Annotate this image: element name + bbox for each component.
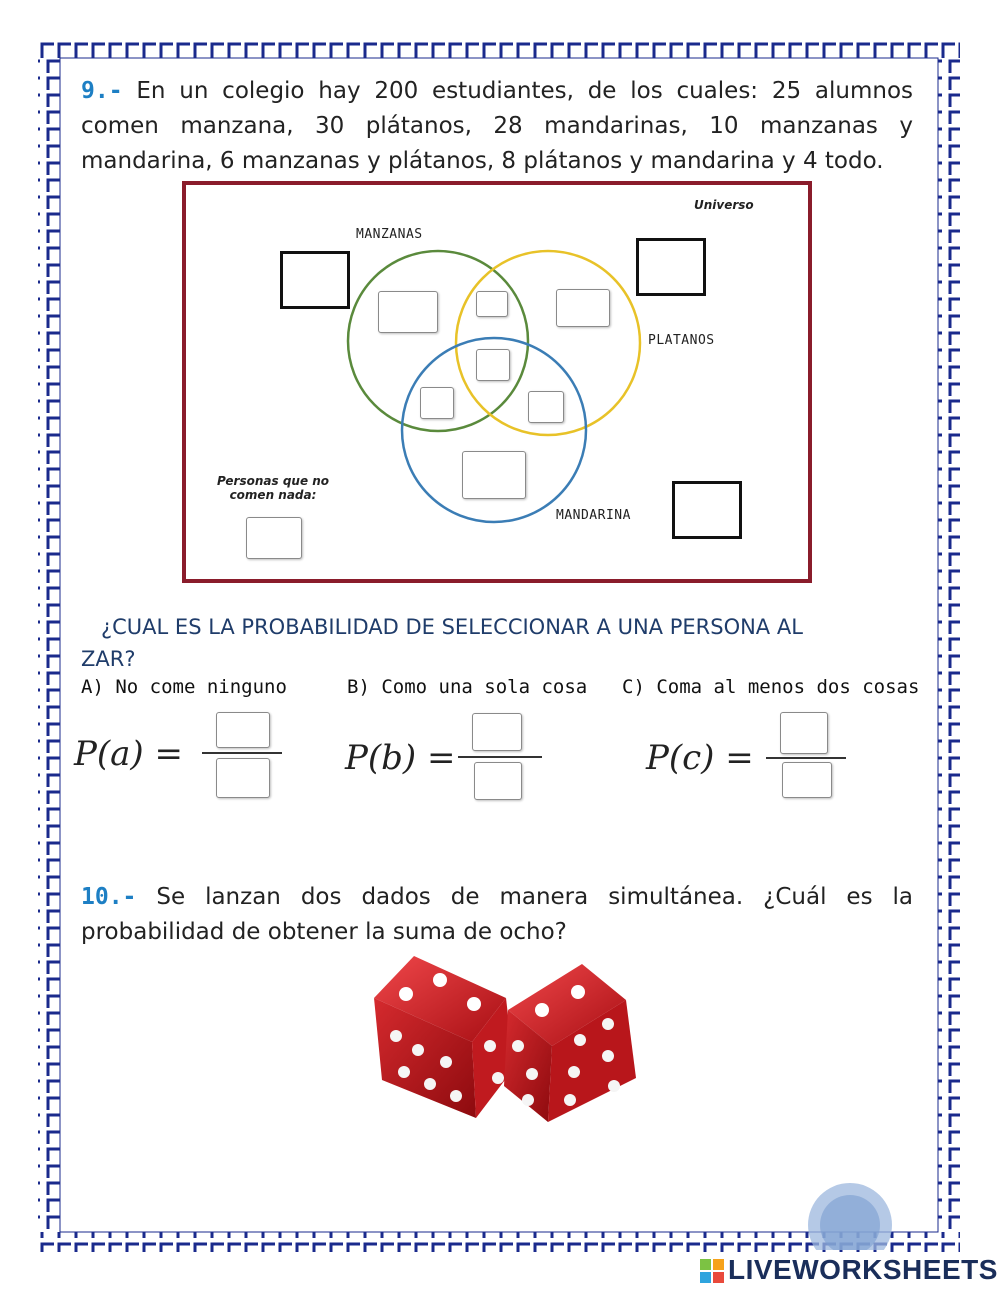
option-b: B) Como una sola cosa xyxy=(347,676,588,698)
formula-b-denominator-box[interactable] xyxy=(474,762,522,800)
question-9-number: 9.- xyxy=(81,78,123,104)
formula-a: P(a) = xyxy=(74,734,183,774)
formula-c-fraction-bar xyxy=(766,757,846,759)
liveworksheets-logo-icon xyxy=(700,1259,724,1283)
probability-question-line2: ZAR? xyxy=(81,647,136,671)
probability-question-line1: ¿CUAL ES LA PROBABILIDAD DE SELECCIONAR A UNA PERSONA AL xyxy=(101,615,803,639)
answer-box-only-platanos[interactable] xyxy=(556,289,610,327)
formula-c-denominator-box[interactable] xyxy=(782,762,832,798)
formula-c: P(c) = xyxy=(646,738,754,778)
question-9-text: En un colegio hay 200 estudiantes, de los cuales: 25 alumnos comen manzana, 30 plátanos, 28 mandarinas, 10 manzanas y mandarina, 6 manzanas y plátanos, 8 plátanos y mandarina y 4 todo. xyxy=(81,78,913,174)
none-label xyxy=(208,474,338,502)
question-10 xyxy=(81,880,913,950)
manzanas-label: MANZANAS xyxy=(356,227,423,242)
dice-image xyxy=(356,950,646,1130)
formula-b: P(b) = xyxy=(345,738,456,778)
answer-box-only-mandarina[interactable] xyxy=(462,451,526,499)
formula-a-numerator-box[interactable] xyxy=(216,712,270,748)
answer-box-only-manzanas[interactable] xyxy=(378,291,438,333)
venn-diagram xyxy=(182,181,812,583)
answer-box-platanos-mandarina[interactable] xyxy=(528,391,564,423)
liveworksheets-brand: LIVEWORKSHEETS xyxy=(728,1254,998,1285)
answer-box-only-mandarina-total[interactable] xyxy=(672,481,742,539)
question-10-text: Se lanzan dos dados de manera simultánea. ¿Cuál es la probabilidad de obtener la suma de ocho? xyxy=(81,884,914,945)
universe-label: Universo xyxy=(694,198,754,212)
formula-a-fraction-bar xyxy=(202,752,282,754)
formula-a-denominator-box[interactable] xyxy=(216,758,270,798)
platanos-label: PLATANOS xyxy=(648,333,715,348)
probability-question xyxy=(81,611,913,675)
answer-box-only-platanos-total[interactable] xyxy=(636,238,706,296)
none-label-line2: comen nada: xyxy=(229,488,317,502)
formula-c-numerator-box[interactable] xyxy=(780,712,828,754)
decorative-disc xyxy=(805,1180,895,1250)
formula-b-fraction-bar xyxy=(458,756,542,758)
die-left xyxy=(374,956,514,1118)
mandarina-label: MANDARINA xyxy=(556,508,631,523)
answer-box-all-three[interactable] xyxy=(476,349,510,381)
formula-b-numerator-box[interactable] xyxy=(472,713,522,751)
question-10-number: 10.- xyxy=(81,884,137,910)
question-9 xyxy=(81,74,913,179)
option-a: A) No come ninguno xyxy=(81,676,287,698)
die-right xyxy=(504,964,636,1122)
answer-box-none[interactable] xyxy=(246,517,302,559)
none-label-line1: Personas que no xyxy=(216,474,330,488)
answer-box-only-manzanas-total[interactable] xyxy=(280,251,350,309)
answer-box-manzanas-platanos[interactable] xyxy=(476,291,508,317)
option-c: C) Coma al menos dos cosas xyxy=(622,676,920,698)
answer-box-manzanas-mandarina[interactable] xyxy=(420,387,454,419)
